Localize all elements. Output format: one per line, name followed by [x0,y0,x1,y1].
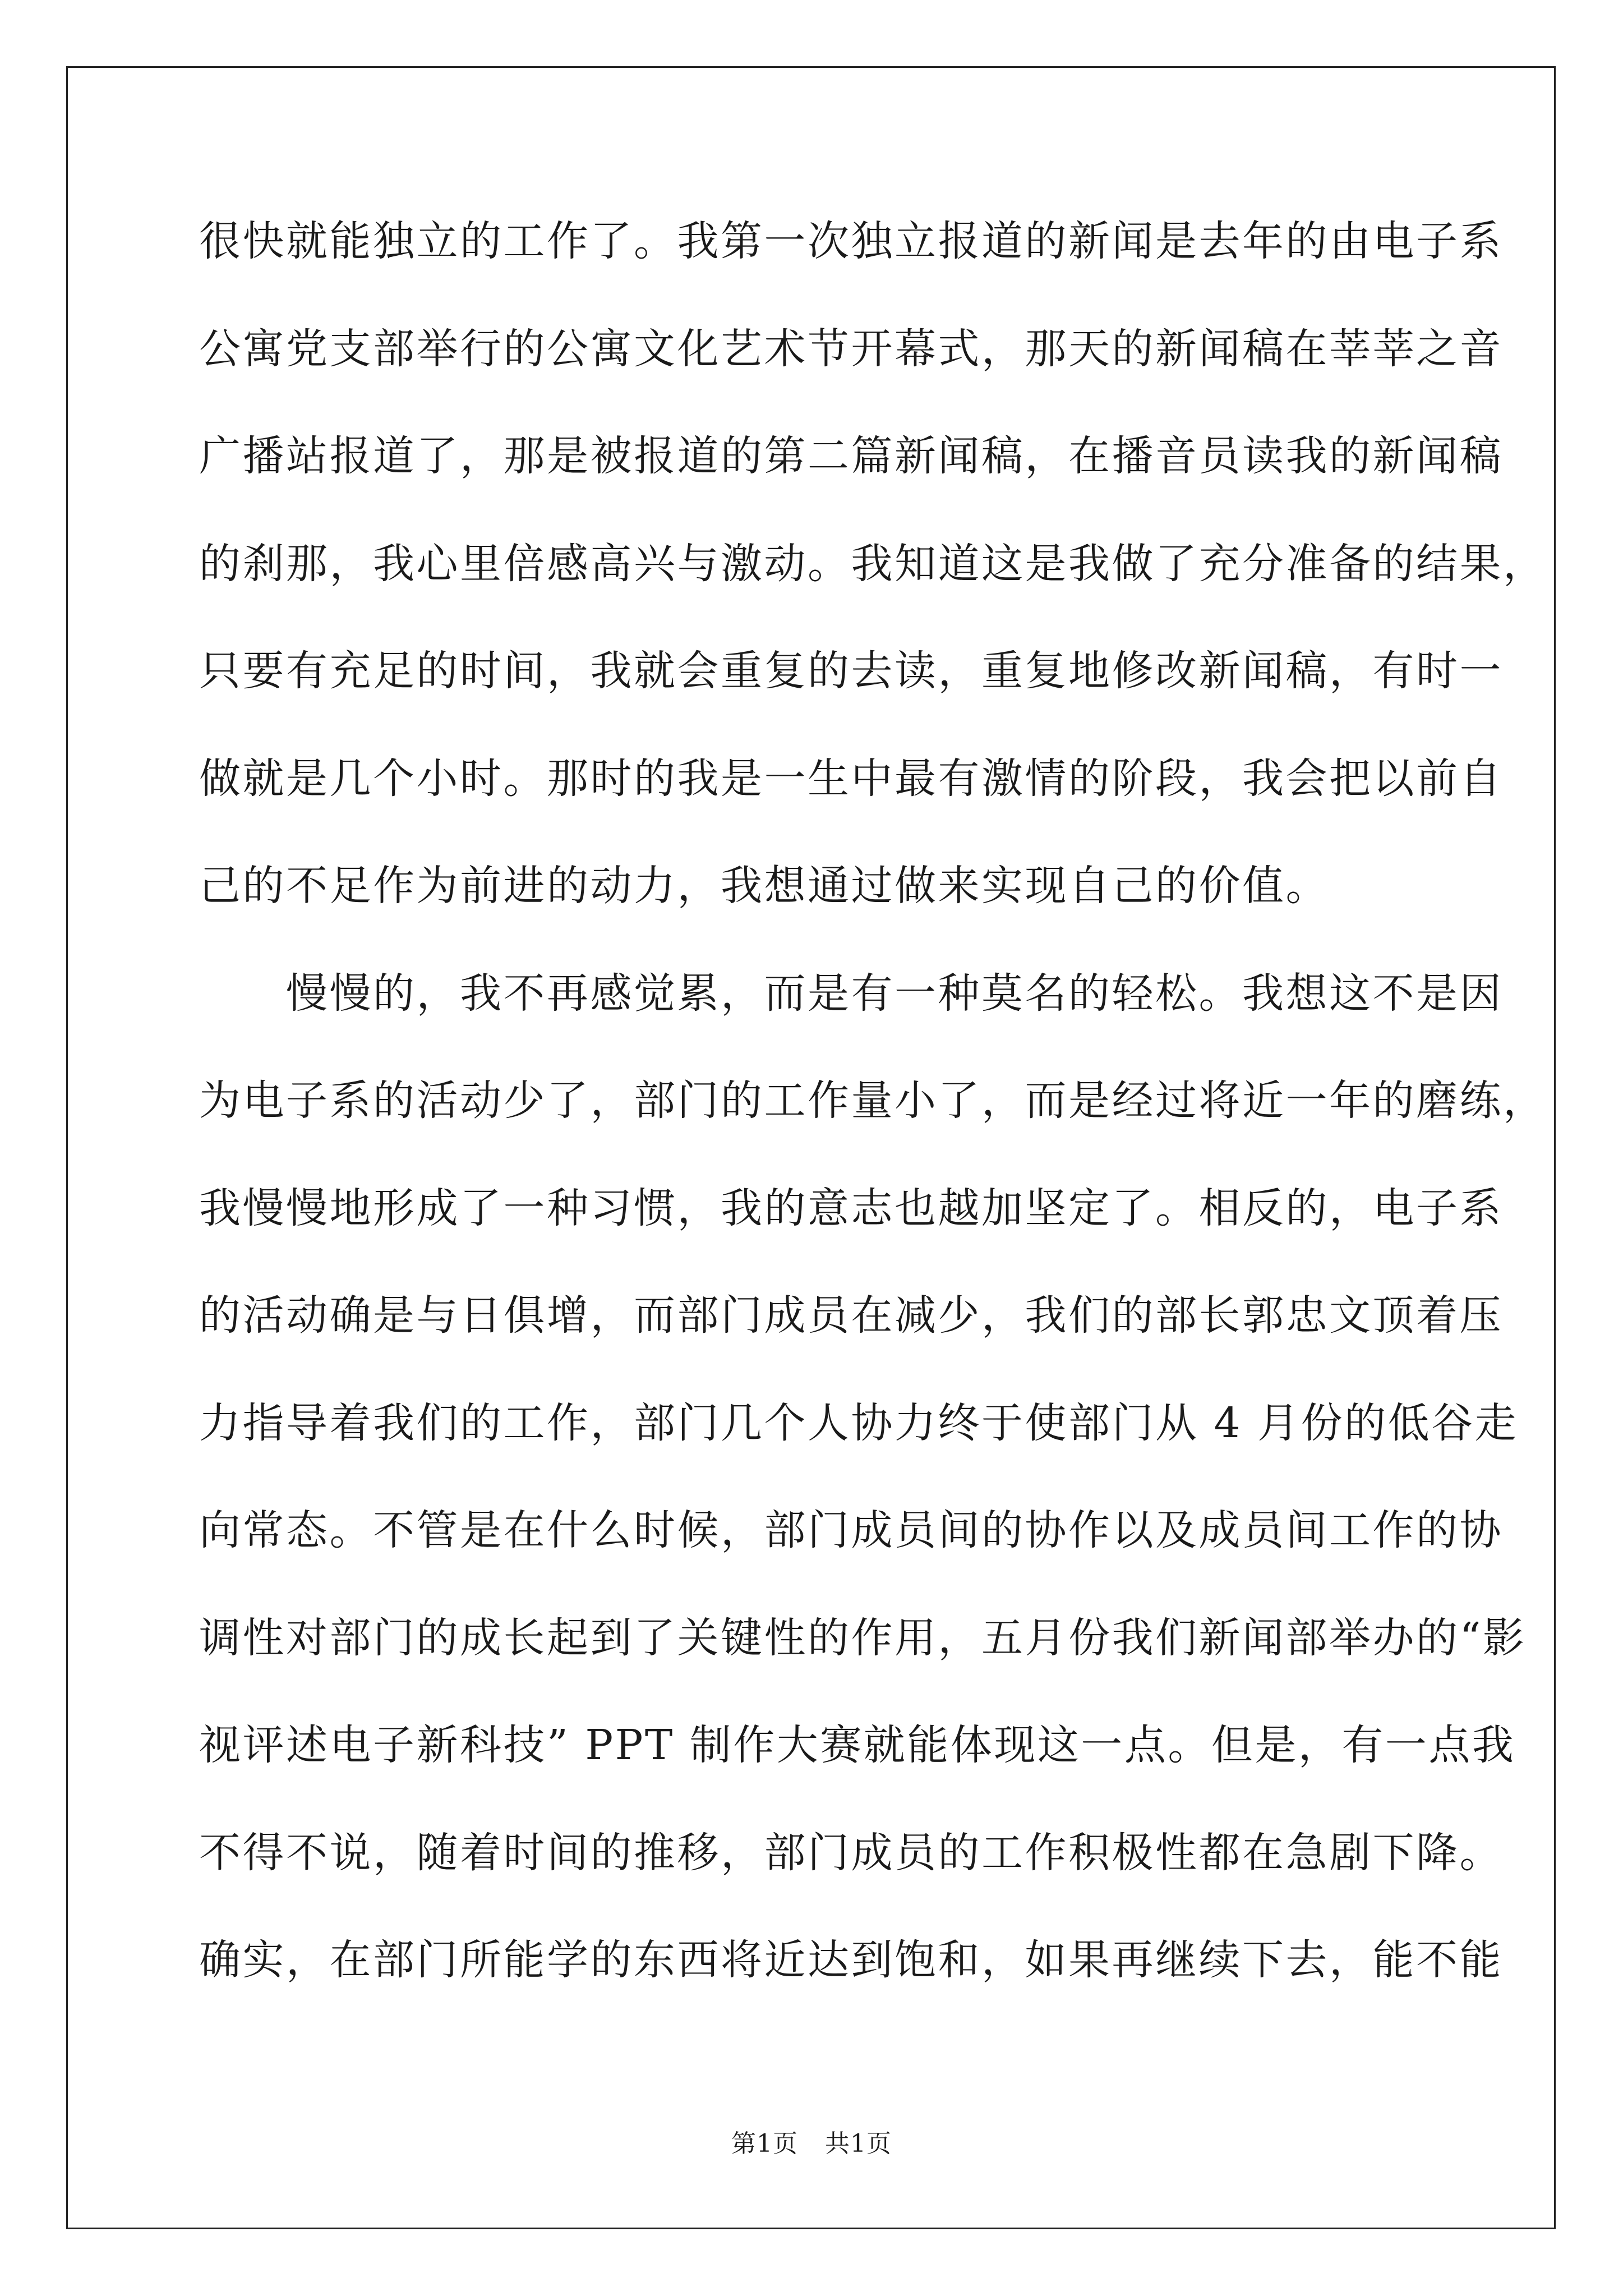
page-number: 第1页 [731,2129,798,2158]
text-line: 力指导着我们的工作，部门几个人协力终于使部门从 4 月份的低谷走 [199,1398,1519,1447]
text-line: 只要有充足的时间，我就会重复的去读，重复地修改新闻稿，有时一 [199,647,1503,695]
text-line: 向常态。不管是在什么时候，部门成员间的协作以及成员间工作的协 [199,1506,1503,1554]
text-line: 做就是几个小时。那时的我是一生中最有激情的阶段，我会把以前自 [199,754,1503,803]
text-line: 的刹那，我心里倍感高兴与激动。我知道这是我做了充分准备的结果， [199,539,1547,588]
text-line: 为电子系的活动少了，部门的工作量小了，而是经过将近一年的磨练， [199,1076,1547,1125]
text-line: 己的不足作为前进的动力，我想通过做来实现自己的价值。 [199,862,1329,910]
page-footer [0,2127,1623,2161]
text-line: 的活动确是与日俱增，而部门成员在减少，我们的部长郭忠文顶着压 [199,1291,1503,1340]
text-line: 慢慢的，我不再感觉累，而是有一种莫名的轻松。我想这不是因 [199,969,1503,1018]
text-line: 不得不说，随着时间的推移，部门成员的工作积极性都在急剧下降。 [199,1828,1503,1877]
page-total: 共1页 [825,2129,892,2158]
text-line: 我慢慢地形成了一种习惯，我的意志也越加坚定了。相反的，电子系 [199,1184,1503,1232]
text-line: 广播站报道了，那是被报道的第二篇新闻稿，在播音员读我的新闻稿 [199,432,1503,480]
text-line: 公寓党支部举行的公寓文化艺术节开幕式，那天的新闻稿在莘莘之音 [199,324,1503,373]
text-line: 视评述电子新科技” PPT 制作大赛就能体现这一点。但是，有一点我 [199,1721,1516,1769]
text-line: 确实，在部门所能学的东西将近达到饱和，如果再继续下去，能不能 [199,1936,1503,1984]
text-line: 调性对部门的成长起到了关键性的作用，五月份我们新闻部举办的“影 [199,1613,1527,1662]
text-line: 很快就能独立的工作了。我第一次独立报道的新闻是去年的由电子系 [199,217,1503,265]
document-body [199,213,1547,2040]
